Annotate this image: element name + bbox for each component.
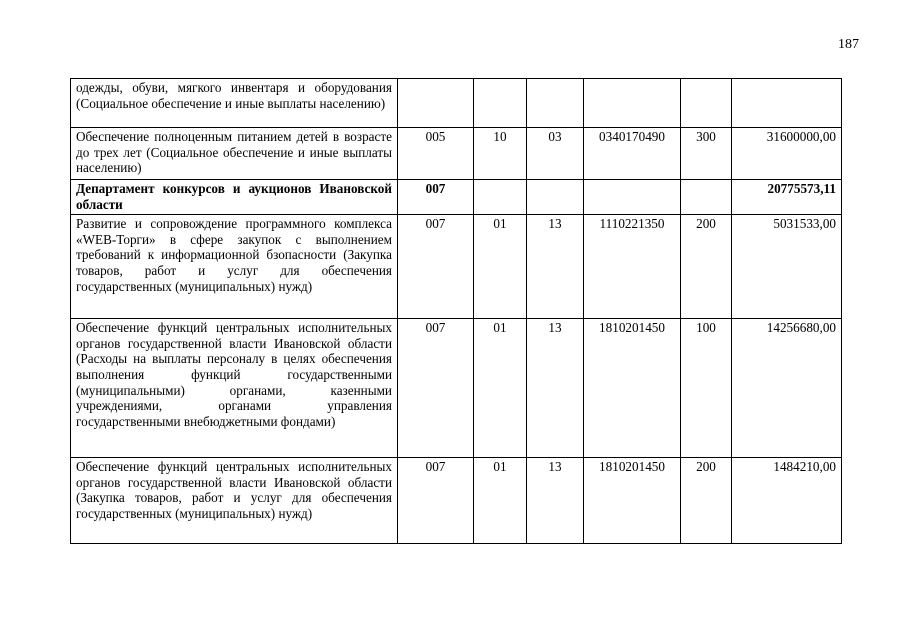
amount: 31600000,00 (732, 128, 842, 180)
subsection-code (527, 79, 584, 128)
target-code: 1810201450 (584, 319, 681, 458)
section-code (474, 180, 527, 215)
ministry-code: 007 (398, 180, 474, 215)
table-row (71, 458, 842, 544)
target-code: 1810201450 (584, 458, 681, 544)
target-code: 0340170490 (584, 128, 681, 180)
expense-type-code: 300 (681, 128, 732, 180)
row-name: Обеспечение функций центральных исполнительных органов государственной власти Ивановской области (Закупка товаров, работ и услуг для обеспечения государственных (муниципальных) нужд) (71, 458, 398, 544)
table-row (71, 79, 842, 128)
ministry-code (398, 79, 474, 128)
amount: 5031533,00 (732, 215, 842, 319)
expense-type-code: 100 (681, 319, 732, 458)
table-row (71, 128, 842, 180)
target-code (584, 180, 681, 215)
row-name: Департамент конкурсов и аукционов Ивановской области (71, 180, 398, 215)
section-code (474, 79, 527, 128)
ministry-code: 007 (398, 215, 474, 319)
row-name: одежды, обуви, мягкого инвентаря и оборудования (Социальное обеспечение и иные выплаты населению) (71, 79, 398, 128)
section-code: 01 (474, 215, 527, 319)
target-code: 1110221350 (584, 215, 681, 319)
subsection-code: 13 (527, 215, 584, 319)
target-code (584, 79, 681, 128)
amount (732, 79, 842, 128)
page-number: 187 (838, 37, 859, 52)
subsection-code: 13 (527, 319, 584, 458)
ministry-code: 007 (398, 319, 474, 458)
table-row (71, 180, 842, 215)
amount: 14256680,00 (732, 319, 842, 458)
ministry-code: 007 (398, 458, 474, 544)
table-row (71, 319, 842, 458)
amount: 1484210,00 (732, 458, 842, 544)
expense-type-code: 200 (681, 215, 732, 319)
expense-type-code (681, 180, 732, 215)
row-name: Обеспечение функций центральных исполнительных органов государственной власти Ивановской области (Расходы на выплаты персоналу в целях обеспечения выполнения функций государственными (муниципальными) органами, казенными учреждениями, органами управления государственными внебюджетными фондами) (71, 319, 398, 458)
table-row (71, 215, 842, 319)
row-name: Обеспечение полноценным питанием детей в возрасте до трех лет (Социальное обеспечение и иные выплаты населению) (71, 128, 398, 180)
section-code: 01 (474, 458, 527, 544)
row-name: Развитие и сопровождение программного комплекса «WEB-Торги» в сфере закупок с выполнением требований к информационной бзопасности (Закупка товаров, работ и услуг для обеспечения государственных (муниципальных) нужд) (71, 215, 398, 319)
table-body (71, 79, 842, 544)
subsection-code: 13 (527, 458, 584, 544)
section-code: 01 (474, 319, 527, 458)
expense-type-code (681, 79, 732, 128)
ministry-code: 005 (398, 128, 474, 180)
budget-table (70, 78, 842, 544)
section-code: 10 (474, 128, 527, 180)
expense-type-code: 200 (681, 458, 732, 544)
amount: 20775573,11 (732, 180, 842, 215)
subsection-code (527, 180, 584, 215)
subsection-code: 03 (527, 128, 584, 180)
